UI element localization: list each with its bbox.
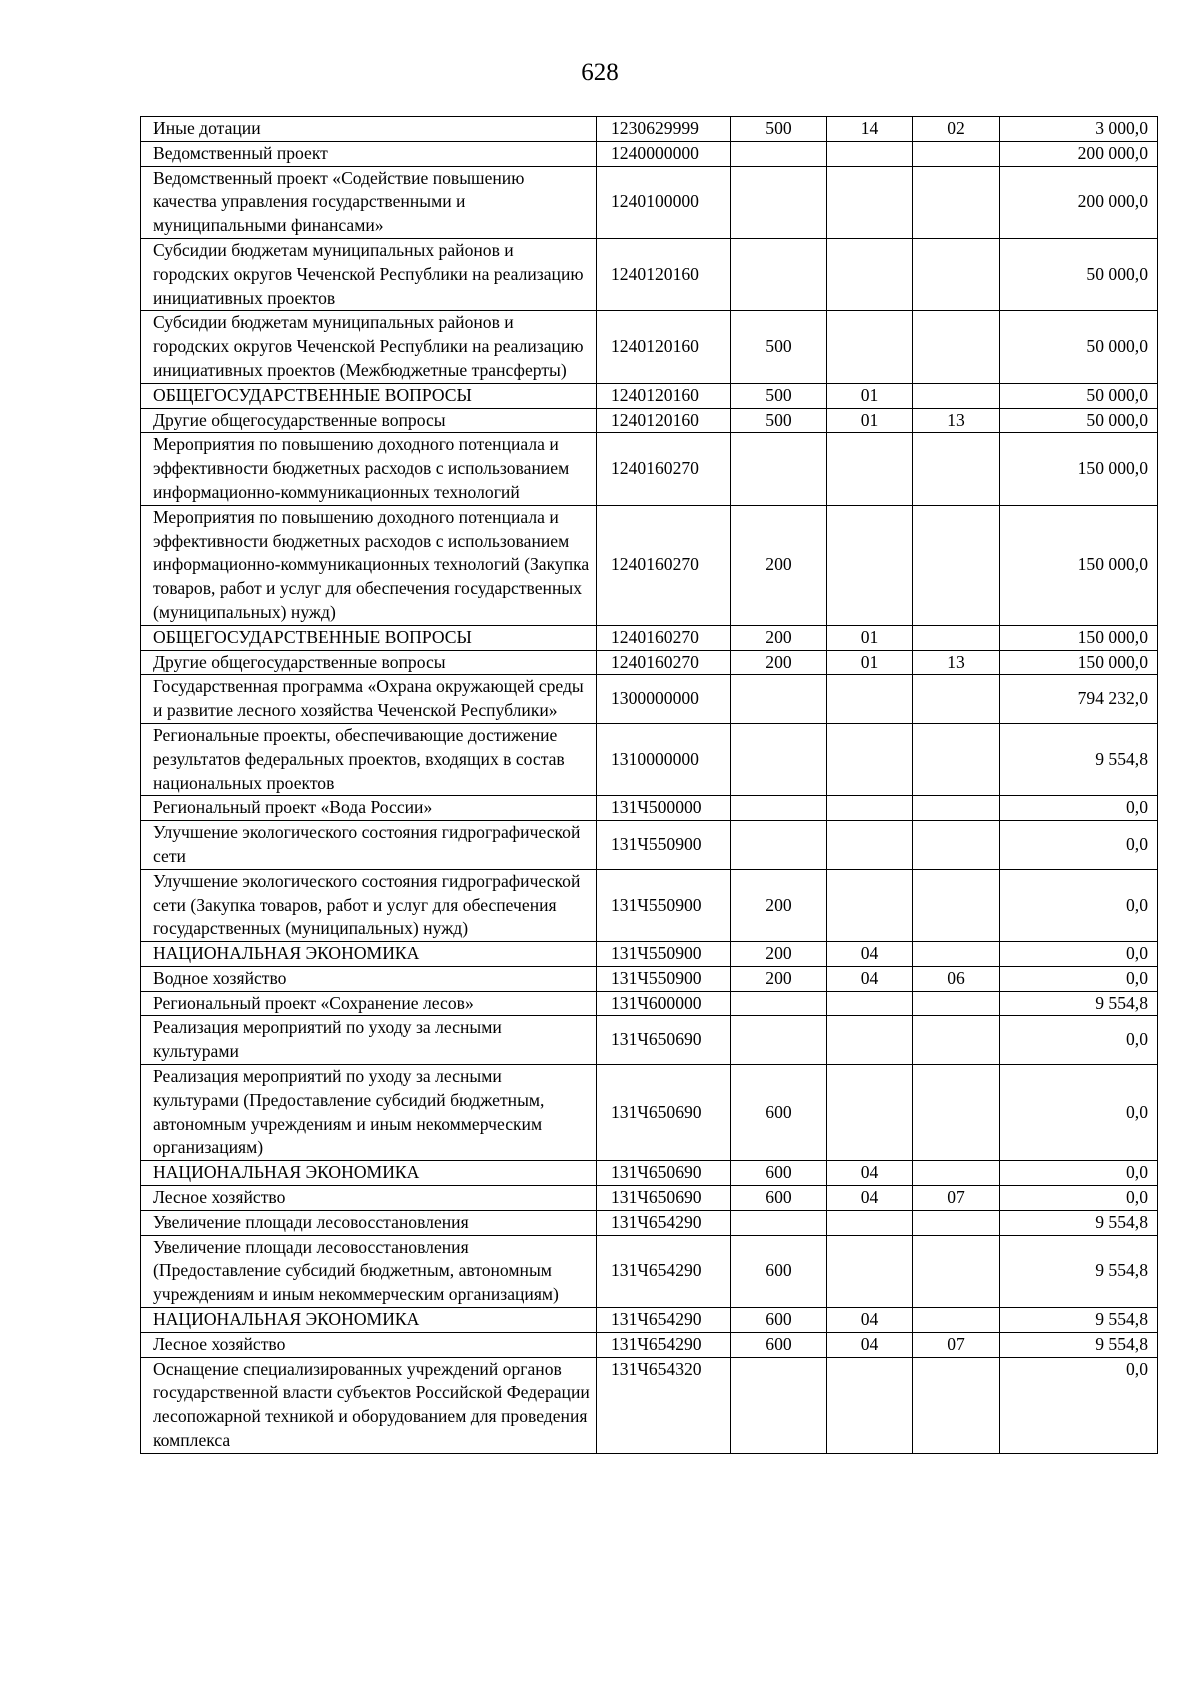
row-name-cell: Другие общегосударственные вопросы [141,408,597,433]
table-row [141,1210,1158,1235]
row-section-cell: 01 [827,625,913,650]
row-amount-cell: 0,0 [1000,942,1158,967]
row-section-cell [827,723,913,795]
row-subsection-cell [913,1357,1000,1453]
table-row [141,869,1158,941]
row-name-cell: Субсидии бюджетам муниципальных районов и городских округов Чеченской Республики на реализацию инициативных проектов [141,238,597,310]
row-amount-cell: 50 000,0 [1000,408,1158,433]
table-row [141,966,1158,991]
row-amount-cell: 0,0 [1000,796,1158,821]
row-section-cell: 04 [827,1186,913,1211]
row-amount-cell: 200 000,0 [1000,141,1158,166]
row-code-cell: 1240120160 [597,408,731,433]
row-amount-cell: 9 554,8 [1000,1308,1158,1333]
row-amount-cell: 50 000,0 [1000,383,1158,408]
table-row [141,675,1158,724]
table-row [141,311,1158,383]
row-subsection-cell [913,1016,1000,1065]
row-amount-cell: 794 232,0 [1000,675,1158,724]
row-section-cell [827,311,913,383]
row-amount-cell: 9 554,8 [1000,1332,1158,1357]
table-row [141,117,1158,142]
row-expense-type-cell [731,723,827,795]
table-row [141,723,1158,795]
row-subsection-cell [913,166,1000,238]
row-name-cell: Оснащение специализированных учреждений органов государственной власти субъектов Российской Федерации лесопожарной техникой и оборудованием для проведения комплекса [141,1357,597,1453]
row-expense-type-cell [731,433,827,505]
row-subsection-cell [913,383,1000,408]
row-amount-cell: 50 000,0 [1000,311,1158,383]
row-expense-type-cell [731,141,827,166]
row-subsection-cell [913,796,1000,821]
row-section-cell: 04 [827,966,913,991]
table-row [141,408,1158,433]
row-section-cell [827,796,913,821]
row-section-cell [827,505,913,625]
row-code-cell: 131Ч654320 [597,1357,731,1453]
row-amount-cell: 150 000,0 [1000,433,1158,505]
row-expense-type-cell: 200 [731,942,827,967]
row-section-cell [827,1016,913,1065]
row-code-cell: 131Ч654290 [597,1235,731,1307]
row-subsection-cell [913,311,1000,383]
row-name-cell: НАЦИОНАЛЬНАЯ ЭКОНОМИКА [141,942,597,967]
row-expense-type-cell: 600 [731,1065,827,1161]
row-name-cell: НАЦИОНАЛЬНАЯ ЭКОНОМИКА [141,1161,597,1186]
row-section-cell [827,166,913,238]
row-subsection-cell: 07 [913,1332,1000,1357]
row-code-cell: 131Ч654290 [597,1210,731,1235]
row-subsection-cell [913,869,1000,941]
row-amount-cell: 150 000,0 [1000,625,1158,650]
row-amount-cell: 0,0 [1000,966,1158,991]
table-row [141,505,1158,625]
row-expense-type-cell: 500 [731,408,827,433]
row-subsection-cell [913,675,1000,724]
row-code-cell: 1240100000 [597,166,731,238]
row-expense-type-cell [731,675,827,724]
row-expense-type-cell: 200 [731,505,827,625]
row-name-cell: ОБЩЕГОСУДАРСТВЕННЫЕ ВОПРОСЫ [141,383,597,408]
row-expense-type-cell: 500 [731,117,827,142]
row-expense-type-cell: 200 [731,966,827,991]
row-subsection-cell [913,141,1000,166]
row-section-cell: 01 [827,408,913,433]
row-section-cell [827,433,913,505]
row-amount-cell: 150 000,0 [1000,505,1158,625]
row-subsection-cell [913,433,1000,505]
row-name-cell: Региональные проекты, обеспечивающие достижение результатов федеральных проектов, входящих в состав национальных проектов [141,723,597,795]
row-code-cell: 1240120160 [597,383,731,408]
row-expense-type-cell [731,1210,827,1235]
table-row [141,1065,1158,1161]
row-code-cell: 1240000000 [597,141,731,166]
row-name-cell: Ведомственный проект «Содействие повышению качества управления государственными и муниципальными финансами» [141,166,597,238]
row-code-cell: 131Ч550900 [597,869,731,941]
row-code-cell: 131Ч650690 [597,1186,731,1211]
row-name-cell: НАЦИОНАЛЬНАЯ ЭКОНОМИКА [141,1308,597,1333]
row-amount-cell: 0,0 [1000,821,1158,870]
row-expense-type-cell [731,991,827,1016]
row-amount-cell: 0,0 [1000,1186,1158,1211]
row-section-cell [827,238,913,310]
row-name-cell: Региональный проект «Вода России» [141,796,597,821]
table-row [141,1235,1158,1307]
row-subsection-cell [913,1235,1000,1307]
row-expense-type-cell [731,166,827,238]
row-name-cell: Реализация мероприятий по уходу за лесными культурами (Предоставление субсидий бюджетным, автономным учреждениям и иным некоммерческим организациям) [141,1065,597,1161]
table-row [141,141,1158,166]
row-section-cell [827,821,913,870]
row-subsection-cell: 02 [913,117,1000,142]
table-row [141,1308,1158,1333]
row-section-cell [827,869,913,941]
row-section-cell: 01 [827,383,913,408]
row-code-cell: 1240160270 [597,433,731,505]
row-section-cell [827,1065,913,1161]
row-expense-type-cell: 600 [731,1332,827,1357]
row-expense-type-cell: 200 [731,625,827,650]
row-expense-type-cell: 600 [731,1308,827,1333]
row-code-cell: 1240120160 [597,238,731,310]
row-expense-type-cell: 500 [731,383,827,408]
row-name-cell: Реализация мероприятий по уходу за лесными культурами [141,1016,597,1065]
table-row [141,1016,1158,1065]
row-subsection-cell [913,1210,1000,1235]
row-amount-cell: 0,0 [1000,869,1158,941]
row-subsection-cell [913,1065,1000,1161]
row-expense-type-cell: 500 [731,311,827,383]
table-row [141,625,1158,650]
row-subsection-cell: 07 [913,1186,1000,1211]
table-row [141,238,1158,310]
table-body [141,117,1158,1454]
row-expense-type-cell: 600 [731,1161,827,1186]
row-code-cell: 131Ч650690 [597,1065,731,1161]
row-name-cell: Увеличение площади лесовосстановления (Предоставление субсидий бюджетным, автономным учреждениям и иным некоммерческим организациям) [141,1235,597,1307]
row-expense-type-cell [731,238,827,310]
row-subsection-cell [913,1308,1000,1333]
table-row [141,1186,1158,1211]
table-row [141,1332,1158,1357]
row-code-cell: 1300000000 [597,675,731,724]
row-expense-type-cell [731,1357,827,1453]
row-expense-type-cell [731,796,827,821]
row-amount-cell: 0,0 [1000,1161,1158,1186]
row-subsection-cell [913,991,1000,1016]
row-amount-cell: 0,0 [1000,1016,1158,1065]
row-name-cell: Мероприятия по повышению доходного потенциала и эффективности бюджетных расходов с использованием информационно-коммуникационных технологий (Закупка товаров, работ и услуг для обеспечения государственных (муниципальных) нужд) [141,505,597,625]
row-expense-type-cell: 200 [731,869,827,941]
table-row [141,1357,1158,1453]
row-code-cell: 131Ч600000 [597,991,731,1016]
row-subsection-cell [913,821,1000,870]
row-subsection-cell [913,505,1000,625]
row-section-cell [827,991,913,1016]
row-name-cell: Региональный проект «Сохранение лесов» [141,991,597,1016]
row-name-cell: Лесное хозяйство [141,1332,597,1357]
row-code-cell: 131Ч550900 [597,966,731,991]
table-row [141,821,1158,870]
table-row [141,796,1158,821]
row-amount-cell: 200 000,0 [1000,166,1158,238]
table-row [141,1161,1158,1186]
row-amount-cell: 50 000,0 [1000,238,1158,310]
row-section-cell [827,675,913,724]
row-name-cell: Другие общегосударственные вопросы [141,650,597,675]
row-name-cell: Лесное хозяйство [141,1186,597,1211]
row-code-cell: 1230629999 [597,117,731,142]
row-subsection-cell: 13 [913,650,1000,675]
row-amount-cell: 150 000,0 [1000,650,1158,675]
row-amount-cell: 9 554,8 [1000,723,1158,795]
row-section-cell: 04 [827,942,913,967]
row-expense-type-cell [731,1016,827,1065]
table-row [141,650,1158,675]
row-code-cell: 1310000000 [597,723,731,795]
row-expense-type-cell: 200 [731,650,827,675]
row-code-cell: 1240120160 [597,311,731,383]
row-code-cell: 131Ч550900 [597,821,731,870]
row-code-cell: 131Ч650690 [597,1161,731,1186]
row-name-cell: Ведомственный проект [141,141,597,166]
budget-table [140,116,1158,1454]
row-amount-cell: 9 554,8 [1000,1235,1158,1307]
row-name-cell: Государственная программа «Охрана окружающей среды и развитие лесного хозяйства Чеченской Республики» [141,675,597,724]
row-section-cell [827,1357,913,1453]
row-name-cell: Субсидии бюджетам муниципальных районов и городских округов Чеченской Республики на реализацию инициативных проектов (Межбюджетные трансферты) [141,311,597,383]
row-expense-type-cell: 600 [731,1235,827,1307]
row-name-cell: Улучшение экологического состояния гидрографической сети (Закупка товаров, работ и услуг для обеспечения государственных (муниципальных) нужд) [141,869,597,941]
row-subsection-cell [913,723,1000,795]
row-subsection-cell [913,238,1000,310]
row-amount-cell: 0,0 [1000,1065,1158,1161]
row-code-cell: 131Ч650690 [597,1016,731,1065]
row-section-cell [827,141,913,166]
page-number: 628 [581,59,619,86]
row-name-cell: Мероприятия по повышению доходного потенциала и эффективности бюджетных расходов с использованием информационно-коммуникационных технологий [141,433,597,505]
row-code-cell: 1240160270 [597,650,731,675]
row-section-cell: 04 [827,1161,913,1186]
row-subsection-cell [913,942,1000,967]
row-name-cell: Увеличение площади лесовосстановления [141,1210,597,1235]
row-section-cell: 04 [827,1332,913,1357]
row-amount-cell: 9 554,8 [1000,1210,1158,1235]
table-row [141,991,1158,1016]
row-subsection-cell: 13 [913,408,1000,433]
row-code-cell: 131Ч500000 [597,796,731,821]
row-amount-cell: 3 000,0 [1000,117,1158,142]
row-code-cell: 1240160270 [597,625,731,650]
row-section-cell: 04 [827,1308,913,1333]
row-section-cell: 14 [827,117,913,142]
table-row [141,942,1158,967]
row-subsection-cell [913,625,1000,650]
table-row [141,383,1158,408]
row-expense-type-cell: 600 [731,1186,827,1211]
row-code-cell: 1240160270 [597,505,731,625]
row-expense-type-cell [731,821,827,870]
table-row [141,166,1158,238]
row-name-cell: Водное хозяйство [141,966,597,991]
row-code-cell: 131Ч550900 [597,942,731,967]
row-section-cell [827,1210,913,1235]
row-name-cell: ОБЩЕГОСУДАРСТВЕННЫЕ ВОПРОСЫ [141,625,597,650]
row-amount-cell: 0,0 [1000,1357,1158,1453]
table-row [141,433,1158,505]
row-code-cell: 131Ч654290 [597,1332,731,1357]
row-amount-cell: 9 554,8 [1000,991,1158,1016]
row-subsection-cell: 06 [913,966,1000,991]
row-subsection-cell [913,1161,1000,1186]
row-name-cell: Иные дотации [141,117,597,142]
row-section-cell: 01 [827,650,913,675]
row-section-cell [827,1235,913,1307]
row-name-cell: Улучшение экологического состояния гидрографической сети [141,821,597,870]
row-code-cell: 131Ч654290 [597,1308,731,1333]
